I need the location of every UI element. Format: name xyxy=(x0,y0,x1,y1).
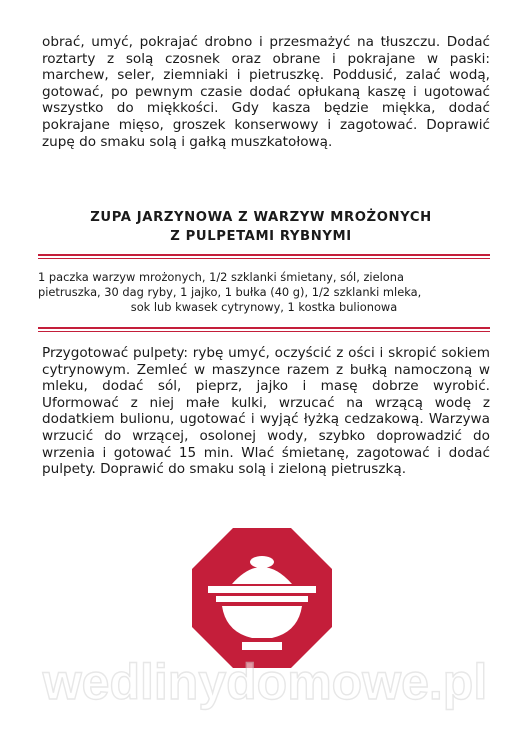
soup-tureen-icon xyxy=(192,528,332,668)
ingredients-line: pietruszka, 30 dag ryby, 1 jajko, 1 bułka (40 g), 1/2 szklanki mleka, xyxy=(38,285,422,299)
divider-bottom xyxy=(38,327,490,329)
watermark xyxy=(30,654,500,714)
divider-top xyxy=(38,254,490,256)
intro-paragraph: obrać, umyć, pokrajać drobno i przesmażyć na tłuszczu. Dodać roztarty z solą czosnek oraz obrane i pokrajane w paski: marchew, seler, ziemniaki i pietruszkę. Poddusić, zalać wodą, gotować, po pewnym czasie dodać opłukaną kaszę i ugotować wszystko do miękkości. Gdy kasza będzie miękka, dodać pokrajane mięso, groszek konserwowy i zagotować. Doprawić zupę do smaku solą i gałką muszkatołową. xyxy=(42,34,490,150)
watermark-text: wedlinydomowe.pl xyxy=(42,654,488,710)
ingredients-line: sok lub kwasek cytrynowy, 1 kostka bulionowa xyxy=(130,300,398,314)
method-paragraph: Przygotować pulpety: rybę umyć, oczyścić z ości i skropić sokiem cytrynowym. Zemleć w maszynce razem z bułką namoczoną w mleku, dodać sól, pieprz, jajko i masę dobrze wyrobić. Uformować z niej małe kulki, wrzucać na wrzącą wodę z dodatkiem bulionu, ugotować i wyjąć łyżką cedzakową. Warzywa wrzucić do wrzącej, osolonej wody, szybko doprowadzić do wrzenia i gotować 15 min. Wlać śmietanę, zagotować i dodać pulpety. Doprawić do smaku solą i zieloną pietruszką. xyxy=(42,345,490,478)
divider-bottom-thin xyxy=(38,331,490,332)
divider-top-thin xyxy=(38,258,490,259)
ingredients-line: 1 paczka warzyw mrożonych, 1/2 szklanki śmietany, sól, zielona xyxy=(38,270,404,284)
recipe-title-line1: ZUPA JARZYNOWA Z WARZYW MROŻONYCH xyxy=(90,210,432,225)
recipe-title-line2: Z PULPETAMI RYBNYMI xyxy=(170,229,352,244)
